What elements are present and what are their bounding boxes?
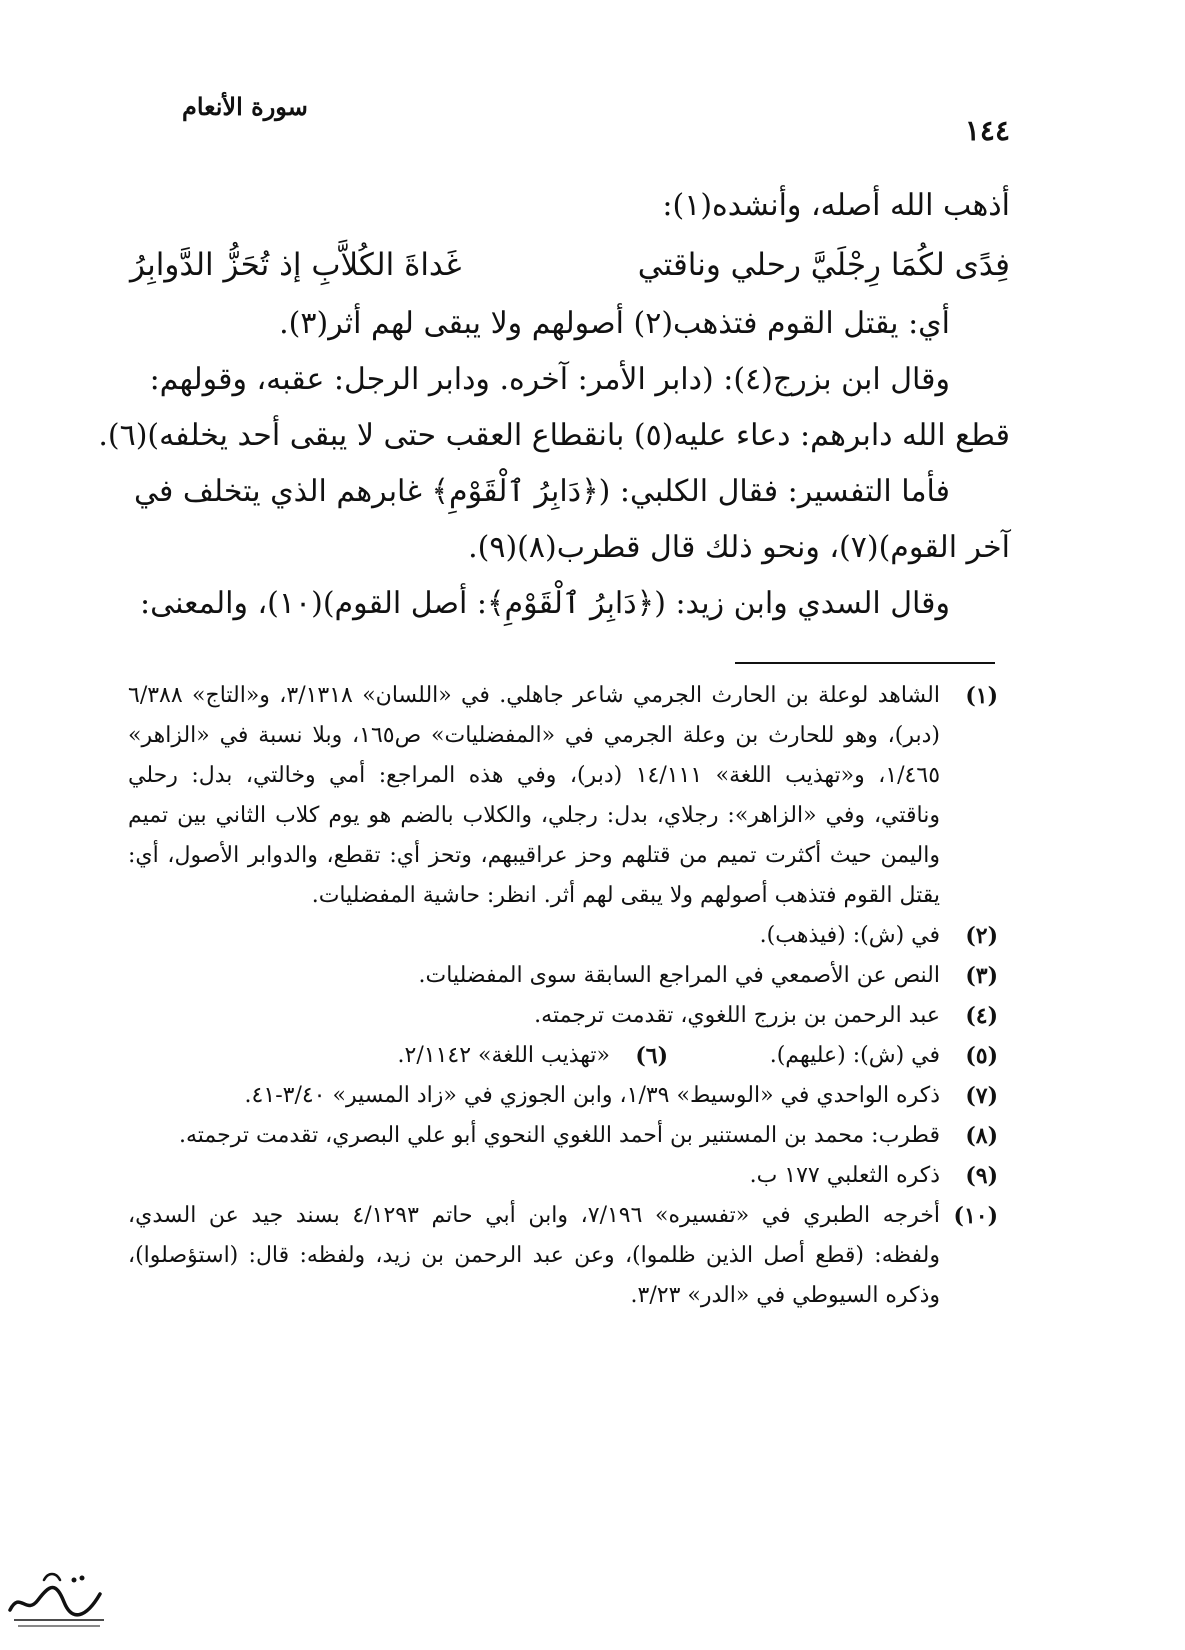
footnote-number: (٣): [965, 963, 998, 989]
footnote-text: ذكره الثعلبي ١٧٧ ب.: [749, 1163, 940, 1188]
text-line: وقال السدي وابن زيد: (﴿دَابِرُ ٱلْقَوْمِ﴾: أصل القوم)(١٠)، والمعنى:: [140, 586, 950, 621]
footnote-number: (٥): [965, 1043, 998, 1069]
footnote-number: (٩): [965, 1163, 998, 1189]
footnote: [128, 956, 998, 996]
footnote-number: (٦): [635, 1043, 668, 1069]
footnote-text: في (ش): (فيذهب).: [759, 923, 940, 948]
footnote-text: «تهذيب اللغة» ٢/١١٤٢.: [397, 1043, 610, 1068]
text-line: فأما التفسير: فقال الكلبي: (﴿دَابِرُ ٱلْقَوْمِ﴾ غابرهم الذي يتخلف في: [133, 474, 950, 509]
footnotes: [128, 676, 998, 1316]
footnote-text: الشاهد لوعلة بن الحارث الجرمي شاعر جاهلي. في «اللسان» ٣/١٣١٨، و«التاج» ٦/٣٨٨ (دبر)، وهو للحارث بن وعلة الجرمي في «المفضليات» ص١٦٥، وبلا نسبة في «الزاهر» ١/٤٦٥، و«تهذيب اللغة» ١٤/١١١ (دبر)، وفي هذه المراجع: أمي وخالتي، بدل: رحلي وناقتي، وفي «الزاهر»: رجلاي، بدل: رجلي، والكلاب بالضم هو يوم كلاب الثاني بين تميم واليمن حيث أكثرت تميم من قتلهم وحز عراقيبهم، وتحز أي: تقطع، والدوابر الأصول، أي: يقتل القوم فتذهب أصولهم ولا يبقى لهم أثر. انظر: حاشية المفضليات.: [128, 683, 941, 908]
footnote: [128, 916, 998, 956]
text-line: أي: يقتل القوم فتذهب(٢) أصولهم ولا يبقى لهم أثر(٣).: [279, 306, 950, 341]
footnote-number: (٨): [965, 1123, 998, 1149]
verse-hemistich-second: غَداةَ الكُلاَّبِ إذ تُحَزُّ الدَّوابِرُ: [130, 247, 462, 283]
footnote-pair: [128, 1036, 998, 1076]
page-header: [170, 92, 1010, 147]
text-line: قطع الله دابرهم: دعاء عليه(٥) بانقطاع العقب حتى لا يبقى أحد يخلفه)(٦).: [98, 418, 1010, 453]
footnote-text: ذكره الواحدي في «الوسيط» ١/٣٩، وابن الجوزي في «زاد المسير» ٣/٤٠-٤١.: [244, 1083, 940, 1108]
text-line: وقال ابن بزرج(٤): (دابر الأمر: آخره. ودابر الرجل: عقبه، وقولهم:: [149, 362, 950, 397]
footnote: [128, 1156, 998, 1196]
footnote: [128, 1116, 998, 1156]
footnote-number: (١): [965, 683, 998, 709]
footnote-text: النص عن الأصمعي في المراجع السابقة سوى المفضليات.: [418, 963, 940, 988]
footnote: [128, 676, 998, 916]
footnote-number: (١٠): [953, 1203, 998, 1229]
running-title: سورة الأنعام: [182, 92, 308, 121]
footnote-text: في (ش): (عليهم).: [769, 1043, 940, 1068]
footnote-text: أخرجه الطبري في «تفسيره» ٧/١٩٦، وابن أبي حاتم ٤/١٢٩٣ بسند جيد عن السدي، ولفظه: (قطع أصل الذين ظلموا)، وعن عبد الرحمن بن زيد، ولفظه: قال: (استؤصلوا)، وذكره السيوطي في «الدر» ٣/٢٣.: [128, 1203, 940, 1308]
poetry-verse: [130, 234, 1010, 296]
verse-hemistich-first: فِدًى لكُمَا رِجْلَيَّ رحلي وناقتي: [637, 247, 1010, 283]
text-line: أذهب الله أصله، وأنشده(١):: [662, 188, 1010, 223]
footnote: [128, 1196, 998, 1316]
footnote: [128, 996, 998, 1036]
footnote-number: (٤): [965, 1003, 998, 1029]
footnote-number: (٢): [965, 923, 998, 949]
library-stamp-logo: [4, 1560, 114, 1632]
page-number: ١٤٤: [964, 114, 1010, 147]
footnote-text: قطرب: محمد بن المستنير بن أحمد اللغوي النحوي أبو علي البصري، تقدمت ترجمته.: [179, 1123, 940, 1148]
footnote: [128, 1076, 998, 1116]
footnote-text: عبد الرحمن بن بزرج اللغوي، تقدمت ترجمته.: [534, 1003, 940, 1028]
footnote-number: (٧): [965, 1083, 998, 1109]
footnote: [338, 1036, 668, 1076]
text-line: آخر القوم)(٧)، ونحو ذلك قال قطرب(٨)(٩).: [468, 530, 1010, 565]
footnote-separator: [735, 662, 995, 664]
footnote: [668, 1036, 998, 1076]
main-text: [98, 178, 1010, 632]
